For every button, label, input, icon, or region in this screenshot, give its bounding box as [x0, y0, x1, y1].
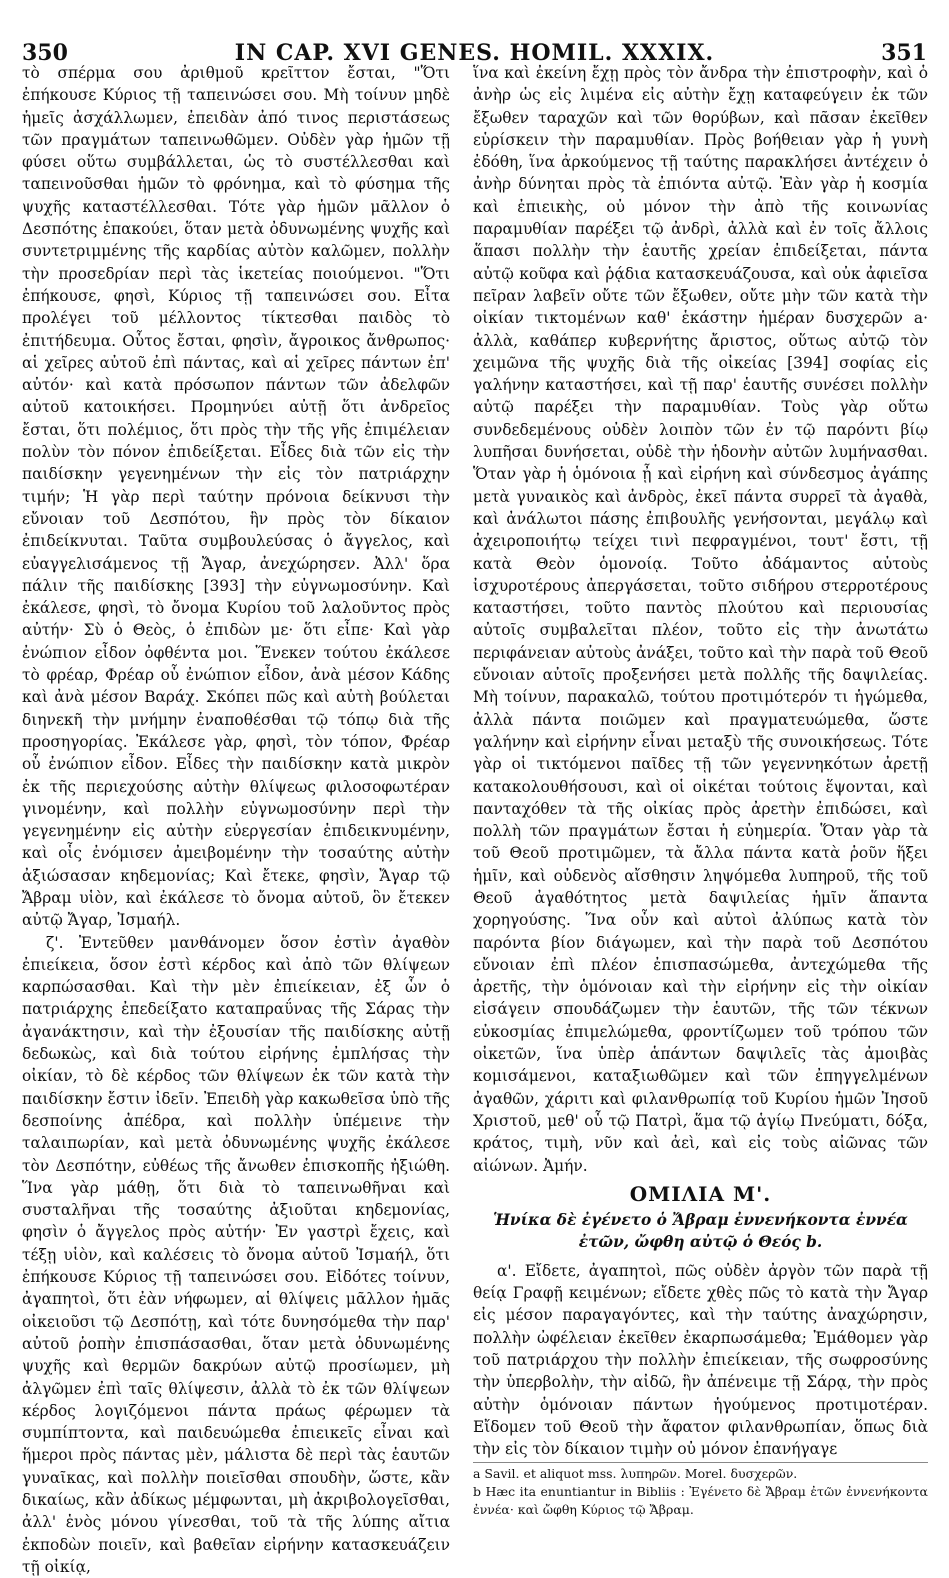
right-paragraph-1: ἵνα καὶ ἐκείνη ἔχῃ πρὸς τὸν ἄνδρα τὴν ἐπιστροφὴν, καὶ ὁ ἀνὴρ ὡς εἰς λιμένα εἰς αὐτὴν ἔχῃ καταφεύγειν ἐκ τῶν ἔξωθεν ταραχῶν καὶ τῶν θορύβων, καὶ πᾶσαν ἐκεῖθεν εὑρίσκειν τὴν παραμυθίαν. Πρὸς βοήθειαν γὰρ ἡ γυνὴ ἐδόθη, ἵνα ἀρκούμενος τῇ ταύτης παρακλήσει ἀντέχειν ὁ ἀνὴρ δύνηται πρὸς τὰ ἐπιόντα αὐτῷ. Ἐὰν γὰρ ἡ κοσμία καὶ ἐπιεικὴς, οὐ μόνον τὴν ἀπὸ τῆς κοινωνίας παραμυθίαν παρέξει τῷ ἀνδρὶ, ἀλλὰ καὶ ἐν τοῖς ἄλλοις ἅπασι πολλὴν τὴν ἑαυτῆς χρείαν ἐπιδείξεται, πάντα αὐτῷ κοῦφα καὶ ῥᾴδια κατασκευάζουσα, καὶ οὐκ ἀφιεῖσα πεῖραν λαβεῖν οὔτε τῶν ἔξωθεν, οὔτε μὴν τῶν κατὰ τὴν οἰκίαν τικτομένων καθ' ἑκάστην ἡμέραν δυσχερῶν a· ἀλλὰ, καθάπερ κυβερνήτης ἄριστος, οὕτως αὐτῷ τὸν χειμῶνα τῆς ψυχῆς διὰ τῆς οἰκείας [394] σοφίας εἰς γαλήνην καταστήσει, καὶ τῇ παρ' ἑαυτῆς συνέσει πολλὴν αὐτῷ παρέξει τὴν παραμυθίαν. Τοὺς γὰρ οὕτω συνδεδεμένους οὐδὲν λοιπὸν τῶν ἐν τῷ παρόντι βίῳ λυπῆσαι δυνήσεται, οὐδὲ τὴν ἡδονὴν αὐτῶν λυμήνασθαι. Ὅταν γὰρ ἡ ὁμόνοια ᾖ καὶ εἰρήνη καὶ σύνδεσμος ἀγάπης μετὰ γυναικὸς καὶ ἀνδρὸς, ἐκεῖ πάντα συρρεῖ τὰ ἀγαθὰ, καὶ ἀνάλωτοι πάσης ἐπιβουλῆς γενήσονται, μεγάλῳ καὶ ἀχειροποιήτῳ τείχει τινὶ πεφραγμένοι, τουτ' ἔστι, τῇ κατὰ Θεὸν ὁμονοίᾳ. Τοῦτο ἀδάμαντος αὐτοὺς ἰσχυροτέρους ἀπεργάσεται, τοῦτο σιδήρου στερροτέρους καταστήσει, τοῦτο παντὸς πλούτου καὶ περιουσίας αὐτοῖς συμβαλεῖται πλέον, τοῦτο εἰς τὴν ἀνωτάτω περιφάνειαν αὐτοὺς ἀνάξει, τοῦτο καὶ τὴν παρὰ τοῦ Θεοῦ εὔνοιαν αὐτοῖς προξενήσει μετὰ πολλῆς τῆς δαψιλείας. Μὴ τοίνυν, παρακαλῶ, τούτου προτιμότερόν τι ἡγώμεθα, ἀλλὰ πάντα ποιῶμεν καὶ πραγματευώμεθα, ὥστε γαλήνην καὶ εἰρήνην εἶναι μεταξὺ τῆς συνοικήσεως. Τότε γὰρ οἱ τικτόμενοι παῖδες τῇ τῶν γεγεννηκότων ἀρετῇ κατακολουθήσουσι, καὶ οἱ οἰκέται τούτοις ἕψονται, καὶ πανταχόθεν τὰ τῆς οἰκίας πρὸς ἀρετὴν ἐπιδώσει, καὶ πολλὴ τῶν πραγμάτων ἔσται ἡ εὐημερία. Ὅταν γὰρ τὰ τοῦ Θεοῦ προτιμῶμεν, τὰ ἄλλα πάντα κατὰ ῥοῦν ἥξει ἡμῖν, καὶ οὐδενὸς αἴσθησιν ληψόμεθα λυπηροῦ, τῆς τοῦ Θεοῦ ἀγαθότητος μετὰ δαψιλείας ἡμῖν ἅπαντα χορηγούσης. Ἵνα οὖν καὶ αὐτοὶ ἀλύπως κατὰ τὸν παρόντα βίον διάγωμεν, καὶ τὴν παρὰ τοῦ Δεσπότου εὔνοιαν ἐπὶ πλέον ἐπισπασώμεθα, ἀντεχώμεθα τῆς ἀρετῆς, τὴν ὁμόνοιαν καὶ τὴν εἰρήνην εἰς τὴν οἰκίαν εἰσάγειν σπουδάζωμεν τὴν ἑαυτῶν, τῆς τῶν τέκνων εὐκοσμίας ἐπιμελώμεθα, φροντίζωμεν τοῦ τρόπου τῶν οἰκετῶν, ἵνα ὑπὲρ ἁπάντων δαψιλεῖς τὰς ἀμοιβὰς κομισάμενοι, καταξιωθῶμεν καὶ τῶν ἐπηγγελμένων ἀγαθῶν, χάριτι καὶ φιλανθρωπίᾳ τοῦ Κυρίου ἡμῶν Ἰησοῦ Χριστοῦ, μεθ' οὗ τῷ Πατρὶ, ἅμα τῷ ἁγίῳ Πνεύματι, δόξα, κράτος, τιμὴ, νῦν καὶ ἀεὶ, καὶ εἰς τοὺς αἰῶνας τῶν αἰώνων. Ἀμήν.	[473, 64, 928, 1175]
homily-title: ΟΜΙΛΙΑ Μ'.	[629, 1181, 772, 1206]
footnote-a: a Savil. et aliquot mss. λυπηρῶν. Morel. δυσχερῶν.	[473, 1466, 798, 1482]
footnotes	[473, 1462, 928, 1519]
homily-subtitle: Ἡνίκα δὲ ἐγένετο ὁ Ἄβραμ ἐννενήκοντα ἐννέα ἐτῶν, ὤφθη αὐτῷ ὁ Θεός b.	[493, 1211, 908, 1252]
left-paragraph-2: ζ'. Ἐντεῦθεν μανθάνομεν ὅσον ἐστὶν ἀγαθὸν ἐπιείκεια, ὅσον ἐστὶ κέρδος καὶ ἀπὸ τῶν θλίψεων καρπώσασθαι. Καὶ τὴν μὲν ἐπιείκειαν, ἐξ ὧν ὁ πατριάρχης ἐπεδείξατο καταπραΰνας τῆς Σάρας τὴν ἀγανάκτησιν, καὶ τὴν ἐξουσίαν τῆς παιδίσκης αὐτῇ δεδωκὼς, καὶ διὰ τούτου εἰρήνης ἐμπλήσας τὴν οἰκίαν, τὸ δὲ κέρδος τῶν θλίψεων ἐκ τῶν κατὰ τὴν παιδίσκην ἔστιν ἰδεῖν. Ἐπειδὴ γὰρ κακωθεῖσα ὑπὸ τῆς δεσποίνης ἀπέδρα, καὶ πολλὴν ὑπέμεινε τὴν ταλαιπωρίαν, καὶ μετὰ ὀδυνωμένης ψυχῆς ἐκάλεσε τὸν Δεσπότην, εὐθέως τῆς ἄνωθεν ἐπισκοπῆς ἠξιώθη. Ἵνα γὰρ μάθῃ, ὅτι διὰ τὸ ταπεινωθῆναι καὶ συσταλῆναι τῆς τοσαύτης ἀξιοῦται κηδεμονίας, φησὶν ὁ ἄγγελος πρὸς αὐτήν· Ἐν γαστρὶ ἔχεις, καὶ τέξῃ υἱὸν, καὶ καλέσεις τὸ ὄνομα αὐτοῦ Ἰσμαήλ, ὅτι ἐπήκουσε Κύριος τῇ ταπεινώσει σου. Εἰδότες τοίνυν, ἀγαπητοὶ, ὅτι ἐὰν νήφωμεν, αἱ θλίψεις μᾶλλον ἡμᾶς οἰκειοῦσι τῷ Δεσπότῃ, καὶ τότε δυνησόμεθα τὴν παρ' αὐτοῦ ῥοπὴν ἐπισπάσασθαι, ὅταν μετὰ ὀδυνωμένης ψυχῆς καὶ θερμῶν δακρύων αὐτῷ προσίωμεν, μὴ ἀλγῶμεν ἐπὶ ταῖς θλίψεσιν, ἀλλὰ τὸ ἐκ τῶν θλίψεων κέρδος λογιζόμενοι πάντα πράως φέρωμεν τὰ συμπίπτοντα, καὶ παιδευώμεθα ἐπιεικεῖς εἶναι καὶ ἥμεροι πρὸς πάντας μὲν, μάλιστα δὲ περὶ τὰς ἑαυτῶν γυναῖκας, καὶ πολλὴν ποιεῖσθαι σπουδὴν, ὥστε, κἂν δικαίως, κἂν ἀδίκως μέμφωνται, μὴ ἀκριβολογεῖσθαι, ἀλλ' ἑνὸς μόνου γίνεσθαι, τοῦ τὰ τῆς λύπης αἴτια ἐκποδὼν ποιεῖν, καὶ βαθεῖαν εἰρήνην κατασκευάζειν τῇ οἰκίᾳ,	[22, 933, 450, 1576]
running-title: IN CAP. XVI GENES. HOMIL. XXXIX.	[234, 40, 715, 66]
right-paragraph-2: α'. Εἴδετε, ἀγαπητοὶ, πῶς οὐδὲν ἀργὸν τῶν παρὰ τῇ θείᾳ Γραφῇ κειμένων; εἴδετε χθὲς πῶς τὸ κατὰ τὴν Ἄγαρ εἰς μέσον παραγαγόντες, καὶ τὴν ταύτης ἀναχώρησιν, πολλὴν ὠφέλειαν ἐκεῖθεν ἐκαρπωσάμεθα; Ἐμάθομεν γὰρ τοῦ πατριάρχου τὴν πολλὴν ἐπιείκειαν, τῆς σωφροσύνης τὴν ὑπερβολὴν, τὴν αἰδῶ, ἣν ἀπένειμε τῇ Σάρᾳ, τὴν πρὸς αὐτὴν ὁμόνοιαν πάντων ἡγούμενος προτιμοτέραν. Εἴδομεν τοῦ Θεοῦ τὴν ἄφατον φιλανθρωπίαν, ὅπως διὰ τὴν εἰς τὸν δίκαιον τιμὴν οὐ μόνον ἐπανήγαγε	[473, 1261, 928, 1459]
running-header	[0, 20, 949, 66]
left-column	[22, 62, 450, 1578]
right-column	[473, 62, 928, 1519]
page-number-right: 351	[881, 40, 927, 66]
footnote-b: b Hæc ita enuntiantur in Bibliis : Ἐγένετο δὲ Ἄβραμ ἐτῶν ἐννενήκοντα ἐννέα· καὶ ὤφθη Κύριος τῷ Ἄβραμ.	[473, 1484, 928, 1518]
left-paragraph-1: τὸ σπέρμα σου ἀριθμοῦ κρεῖττον ἔσται, "Ὅτι ἐπήκουσε Κύριος τῇ ταπεινώσει σου. Μὴ τοίνυν μηδὲ ἡμεῖς ἀσχάλλωμεν, ἐπειδὰν ἀπό τινος περιστάσεως τῶν πραγμάτων ταπεινωθῶμεν. Οὐδὲν γὰρ ἡμῶν τῇ φύσει οὕτω συμβάλλεται, ὡς τὸ συστέλλεσθαι καὶ ταπεινοῦσθαι ἡμῶν τὸ φρόνημα, καὶ τὸ φύσημα τῆς ψυχῆς καταστέλλεσθαι. Τότε γὰρ ἡμῶν μᾶλλον ὁ Δεσπότης ἐπακούει, ὅταν μετὰ ὀδυνωμένης ψυχῆς καὶ συντετριμμένης τῆς καρδίας αὐτὸν καλῶμεν, πολλὴν τὴν προσεδρίαν περὶ τὰς ἱκετείας ποιούμενοι. "Ὅτι ἐπήκουσε, φησὶ, Κύριος τῇ ταπεινώσει σου. Εἶτα προλέγει τοῦ μέλλοντος τίκτεσθαι παιδὸς τὸ ἐπιτήδευμα. Οὗτος ἔσται, φησὶν, ἄγροικος ἄνθρωπος· αἱ χεῖρες αὐτοῦ ἐπὶ πάντας, καὶ αἱ χεῖρες πάντων ἐπ' αὐτόν· καὶ κατὰ πρόσωπον πάντων τῶν ἀδελφῶν αὐτοῦ κατοικήσει. Προμηνύει αὐτῇ ὅτι ἀνδρεῖος ἔσται, ὅτι πολέμιος, ὅτι πρὸς τὴν τῆς γῆς ἐπιμέλειαν πολὺν τὸν πόνον ἐπιδείξεται. Εἶδες διὰ τῶν εἰς τὴν παιδίσκην γεγενημένων τὴν εἰς τὸν πατριάρχην τιμήν; Ἡ γὰρ περὶ ταύτην πρόνοια δείκνυσι τὴν εὔνοιαν τοῦ Δεσπότου, ἣν πρὸς τὸν δίκαιον ἐπιδείκνυται. Ταῦτα συμβουλεύσας ὁ ἄγγελος, καὶ εὐαγγελισάμενος τῇ Ἄγαρ, ἀνεχώρησεν. Ἀλλ' ὅρα πάλιν τῆς παιδίσκης [393] τὴν εὐγνωμοσύνην. Καὶ ἐκάλεσε, φησὶ, τὸ ὄνομα Κυρίου τοῦ λαλοῦντος πρὸς αὐτήν· Σὺ ὁ Θεὸς, ὁ ἐπιδὼν με· ὅτι εἶπε· Καὶ γὰρ ἐνώπιον εἶδον ὀφθέντα μοι. Ἕνεκεν τούτου ἐκάλεσε τὸ φρέαρ, Φρέαρ οὗ ἐνώπιον εἶδον, ἀνὰ μέσον Κάδης καὶ ἀνὰ μέσον Βαράχ. Σκόπει πῶς καὶ αὐτὴ βούλεται διηνεκῆ τὴν μνήμην ἐναποθέσθαι τῷ τόπῳ διὰ τῆς προσηγορίας. Ἐκάλεσε γὰρ, φησὶ, τὸν τόπον, Φρέαρ οὗ ἐνώπιον εἶδον. Εἶδες τὴν παιδίσκην κατὰ μικρὸν ἐκ τῆς περιεχούσης αὐτὴν θλίψεως φιλοσοφωτέραν γινομένην, καὶ πολλὴν εὐγνωμοσύνην περὶ τὴν γεγενημένην εἰς αὐτὴν εὐεργεσίαν ἐπιδεικνυμένην, καὶ οἷς ἐνόμισεν ἀμειβομένην τὴν τοσαύτης αὐτὴν ἀξιώσασαν κηδεμονίας; Καὶ ἔτεκε, φησὶν, Ἄγαρ τῷ Ἄβραμ υἱὸν, καὶ ἐκάλεσε τὸ ὄνομα αὐτοῦ, ὃν ἔτεκεν αὐτῷ Ἄγαρ, Ἰσμαήλ.	[22, 64, 450, 930]
page-number-left: 350	[22, 40, 68, 66]
